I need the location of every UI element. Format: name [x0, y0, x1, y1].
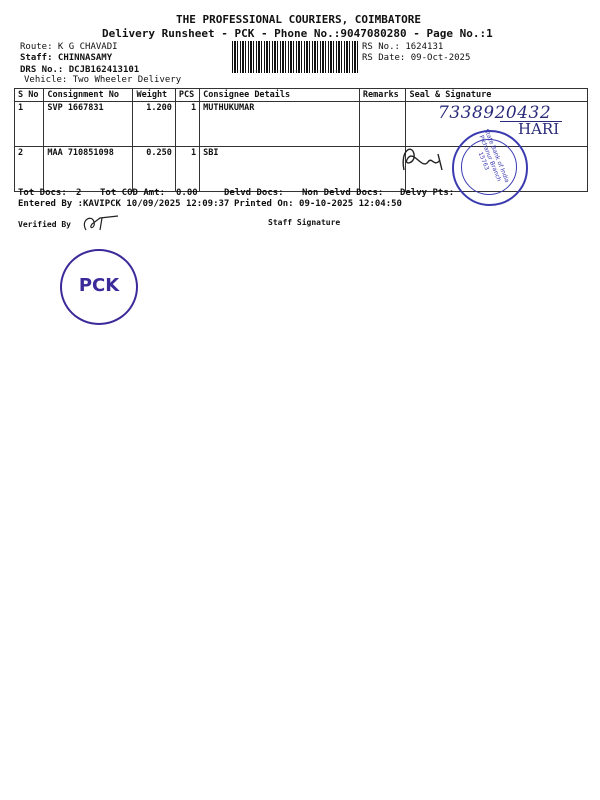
cell-sno: 1 — [15, 102, 44, 147]
handwritten-name: HARI — [518, 120, 560, 138]
cell-pcs: 1 — [175, 102, 199, 147]
cell-consignee: SBI — [200, 147, 360, 192]
page-title: THE PROFESSIONAL COURIERS, COIMBATORE — [176, 13, 422, 26]
signature-scribble — [394, 140, 450, 180]
verified-by-label: Verified By — [18, 220, 71, 229]
barcode — [232, 41, 358, 73]
col-consignment: Consignment No — [44, 89, 133, 102]
route-label: Route: K G CHAVADI — [20, 42, 118, 52]
delvy-pts: Delvy Pts: — [400, 188, 455, 198]
staff-label: Staff: CHINNASAMY — [20, 53, 113, 63]
bank-stamp-text: State Bank of India Pichanur Branch 15763 — [476, 128, 511, 184]
col-pcs: PCS — [175, 89, 199, 102]
printed-on: Printed On: 09-10-2025 12:04:50 — [234, 199, 402, 209]
bank-stamp — [452, 130, 528, 206]
cell-weight: 0.250 — [133, 147, 175, 192]
col-seal-signature: Seal & Signature — [406, 89, 588, 102]
tot-cod-label: Tot COD Amt: — [100, 188, 166, 198]
cell-consignment: SVP 1667831 — [44, 102, 133, 147]
drs-label: DRS No.: DCJB162413101 — [20, 65, 140, 75]
col-consignee: Consignee Details — [200, 89, 360, 102]
pck-stamp — [60, 249, 138, 325]
col-sno: S No — [15, 89, 44, 102]
tot-docs-label: Tot Docs: — [18, 188, 67, 198]
col-weight: Weight — [133, 89, 175, 102]
handwritten-phone: 7338920432 — [438, 103, 552, 123]
col-remarks: Remarks — [359, 89, 406, 102]
cell-weight: 1.200 — [133, 102, 175, 147]
rs-date: RS Date: 09-Oct-2025 — [362, 53, 471, 63]
pck-stamp-text: PCK — [78, 275, 120, 296]
page-subtitle: Delivery Runsheet - PCK - Phone No.:9047080280 - Page No.:1 — [102, 27, 493, 40]
rs-number: RS No.: 1624131 — [362, 42, 444, 52]
entered-by: Entered By :KAVIPCK 10/09/2025 12:09:37 — [18, 199, 230, 209]
delvd-docs: Delvd Docs: — [224, 188, 284, 198]
tot-docs-value: 2 — [76, 188, 82, 198]
cell-pcs: 1 — [175, 147, 199, 192]
verifier-signature — [78, 212, 122, 234]
tot-cod-value: 0.00 — [176, 188, 198, 198]
non-delvd-docs: Non Delvd Docs: — [302, 188, 384, 198]
vehicle-label: Vehicle: Two Wheeler Delivery — [24, 75, 182, 85]
cell-sno: 2 — [15, 147, 44, 192]
staff-signature-label: Staff Signature — [268, 218, 341, 227]
cell-consignment: MAA 710851098 — [44, 147, 133, 192]
table-header-row — [15, 89, 588, 102]
cell-consignee: MUTHUKUMAR — [200, 102, 360, 147]
